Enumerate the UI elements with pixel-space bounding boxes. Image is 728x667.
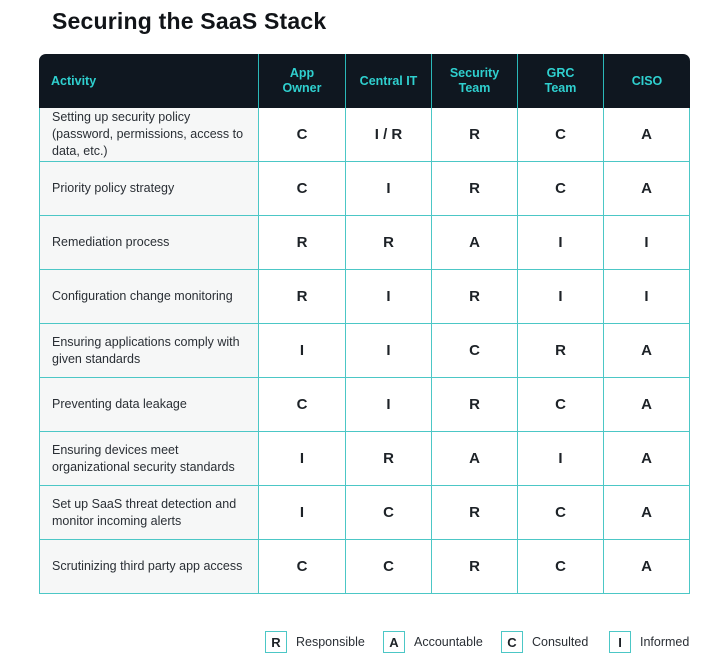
raci-cell: C — [259, 162, 346, 216]
header-grc-team — [518, 54, 604, 108]
raci-cell: I — [259, 432, 346, 486]
activity-cell: Configuration change monitoring — [39, 270, 259, 324]
raci-cell: A — [604, 108, 690, 162]
raci-cell: R — [518, 324, 604, 378]
table-row — [39, 378, 690, 432]
activity-cell: Scrutinizing third party app access — [39, 540, 259, 594]
legend-item-responsible — [265, 631, 365, 653]
legend-item-consulted — [501, 631, 588, 653]
raci-cell: I — [346, 378, 432, 432]
raci-cell: I — [259, 324, 346, 378]
raci-cell: R — [432, 108, 518, 162]
activity-cell: Remediation process — [39, 216, 259, 270]
raci-cell: A — [604, 432, 690, 486]
legend-label-informed: Informed — [640, 635, 690, 649]
activity-cell: Setting up security policy (password, permissions, access to data, etc.) — [39, 108, 259, 162]
table-row — [39, 216, 690, 270]
raci-cell: R — [432, 540, 518, 594]
raci-cell: A — [604, 378, 690, 432]
raci-cell: I — [604, 216, 690, 270]
raci-cell: I — [604, 270, 690, 324]
raci-cell: C — [518, 162, 604, 216]
raci-cell: I — [518, 270, 604, 324]
raci-cell: I — [259, 486, 346, 540]
header-app-owner — [259, 54, 346, 108]
raci-cell: I — [518, 216, 604, 270]
activity-cell: Ensuring applications comply with given standards — [39, 324, 259, 378]
header-app-owner-label: App Owner — [282, 66, 322, 95]
raci-cell: C — [346, 486, 432, 540]
raci-cell: R — [259, 216, 346, 270]
legend-label-responsible: Responsible — [296, 635, 365, 649]
activity-cell: Set up SaaS threat detection and monitor incoming alerts — [39, 486, 259, 540]
raci-cell: R — [346, 216, 432, 270]
legend-key-i: I — [609, 631, 631, 653]
raci-cell: I — [346, 162, 432, 216]
legend-label-accountable: Accountable — [414, 635, 483, 649]
raci-cell: C — [518, 486, 604, 540]
raci-cell: I — [346, 270, 432, 324]
table-row — [39, 108, 690, 162]
raci-cell: C — [518, 108, 604, 162]
activity-cell: Preventing data leakage — [39, 378, 259, 432]
raci-cell: I / R — [346, 108, 432, 162]
raci-cell: A — [432, 216, 518, 270]
activity-cell: Priority policy strategy — [39, 162, 259, 216]
table-row — [39, 162, 690, 216]
table-row — [39, 486, 690, 540]
legend-item-informed — [609, 631, 689, 653]
legend-key-a: A — [383, 631, 405, 653]
table-row — [39, 324, 690, 378]
page-title: Securing the SaaS Stack — [52, 8, 327, 34]
legend-item-accountable — [383, 631, 483, 653]
table-row — [39, 540, 690, 594]
header-security-team-label: Security Team — [449, 66, 500, 95]
raci-cell: R — [432, 270, 518, 324]
raci-cell: A — [432, 432, 518, 486]
raci-cell: I — [346, 324, 432, 378]
raci-cell: R — [432, 162, 518, 216]
raci-cell: R — [432, 378, 518, 432]
header-activity: Activity — [39, 54, 259, 108]
raci-cell: R — [432, 486, 518, 540]
raci-cell: R — [259, 270, 346, 324]
legend — [0, 631, 728, 659]
legend-key-c: C — [501, 631, 523, 653]
header-central-it: Central IT — [346, 54, 432, 108]
header-security-team — [432, 54, 518, 108]
raci-cell: R — [346, 432, 432, 486]
raci-cell: C — [432, 324, 518, 378]
raci-cell: A — [604, 324, 690, 378]
raci-cell: A — [604, 486, 690, 540]
raci-cell: C — [259, 108, 346, 162]
raci-cell: C — [518, 378, 604, 432]
table-row — [39, 432, 690, 486]
raci-cell: C — [259, 540, 346, 594]
raci-table — [39, 54, 690, 594]
activity-cell: Ensuring devices meet organizational security standards — [39, 432, 259, 486]
legend-label-consulted: Consulted — [532, 635, 589, 649]
header-grc-team-label: GRC Team — [544, 66, 577, 95]
raci-cell: C — [518, 540, 604, 594]
raci-cell: C — [346, 540, 432, 594]
legend-key-r: R — [265, 631, 287, 653]
raci-cell: C — [259, 378, 346, 432]
raci-cell: A — [604, 162, 690, 216]
table-header-row — [39, 54, 690, 108]
header-ciso: CISO — [604, 54, 690, 108]
raci-cell: I — [518, 432, 604, 486]
raci-cell: A — [604, 540, 690, 594]
table-row — [39, 270, 690, 324]
